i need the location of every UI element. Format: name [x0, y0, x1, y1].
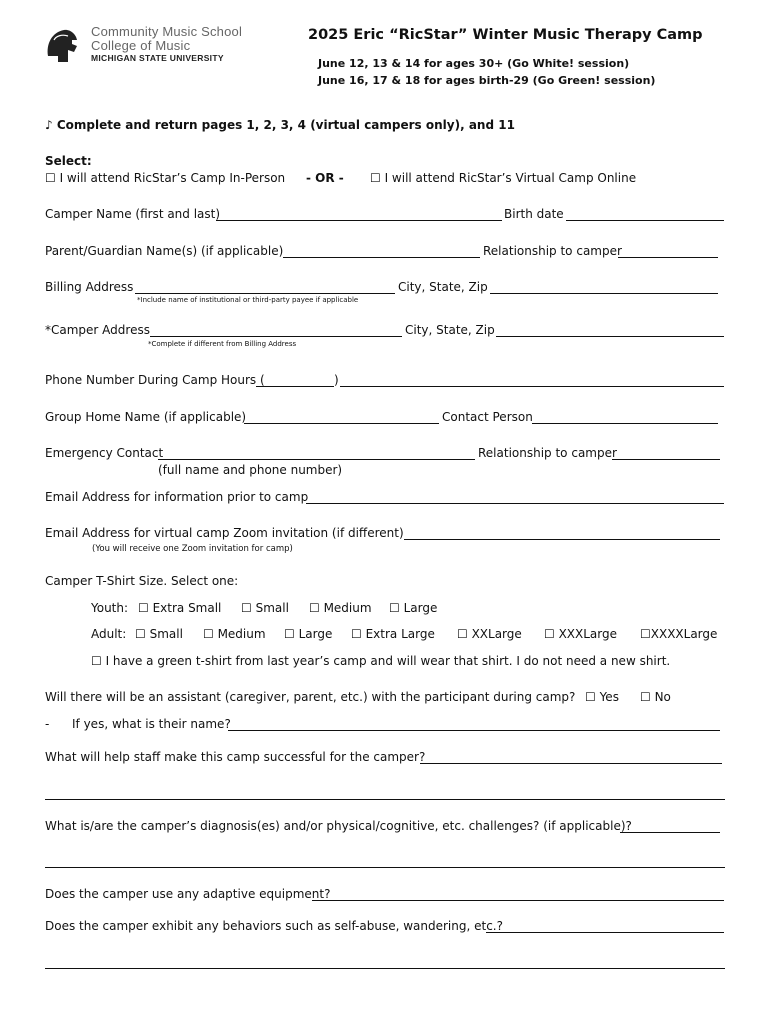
select-label: Select:: [45, 154, 92, 168]
contact-person-label: Contact Person: [442, 410, 533, 424]
assistant-name-dash: -: [45, 717, 50, 731]
emergency-note: (full name and phone number): [158, 463, 343, 477]
behaviors-field-line-1[interactable]: [486, 920, 724, 933]
assistant-name-label: If yes, what is their name?: [72, 717, 231, 731]
billing-address-field[interactable]: [135, 281, 395, 294]
camper-address-label: *Camper Address: [45, 323, 150, 337]
assistant-no-checkbox[interactable]: ☐ No: [640, 690, 671, 704]
behaviors-question: Does the camper exhibit any behaviors such as self-abuse, wandering, etc.?: [45, 919, 503, 933]
parent-name-label: Parent/Guardian Name(s) (if applicable): [45, 244, 284, 258]
msu-logo: [44, 24, 284, 74]
email-info-label: Email Address for information prior to camp: [45, 490, 309, 504]
helps-field-line-1[interactable]: [420, 751, 722, 764]
phone-area-field[interactable]: [256, 374, 334, 387]
email-zoom-label: Email Address for virtual camp Zoom invitation (if different): [45, 526, 404, 540]
phone-number-field[interactable]: [340, 374, 724, 387]
diagnosis-field-line-1[interactable]: [620, 820, 720, 833]
adult-extra-large-checkbox[interactable]: ☐ Extra Large: [351, 627, 435, 641]
email-zoom-note: (You will receive one Zoom invitation for camp): [92, 544, 293, 554]
youth-extra-small-checkbox[interactable]: ☐ Extra Small: [138, 601, 222, 615]
group-home-label: Group Home Name (if applicable): [45, 410, 247, 424]
adult-xxxlarge-checkbox[interactable]: ☐ XXXLarge: [544, 627, 617, 641]
youth-medium-checkbox[interactable]: ☐ Medium: [309, 601, 372, 615]
adult-xxxxlarge-checkbox[interactable]: ☐XXXXLarge: [640, 627, 718, 641]
logo-line-3: MICHIGAN STATE UNIVERSITY: [91, 53, 224, 63]
billing-city-label: City, State, Zip: [398, 280, 488, 294]
contact-person-field[interactable]: [532, 411, 718, 424]
camper-name-label: Camper Name (first and last): [45, 207, 221, 221]
adaptive-field[interactable]: [312, 888, 724, 901]
assistant-name-field[interactable]: [228, 718, 720, 731]
helps-question: What will help staff make this camp successful for the camper?: [45, 750, 426, 764]
camper-address-field[interactable]: [150, 324, 402, 337]
adult-small-checkbox[interactable]: ☐ Small: [135, 627, 183, 641]
logo-line-1: Community Music School: [91, 24, 243, 39]
or-separator: - OR -: [306, 171, 344, 185]
adult-label: Adult:: [91, 627, 127, 641]
adaptive-question: Does the camper use any adaptive equipment?: [45, 887, 331, 901]
youth-label: Youth:: [91, 601, 129, 615]
page-title: 2025 Eric “RicStar” Winter Music Therapy Camp: [308, 27, 703, 43]
logo-line-2: College of Music: [91, 38, 191, 53]
relationship-field[interactable]: [618, 245, 718, 258]
youth-large-checkbox[interactable]: ☐ Large: [389, 601, 438, 615]
billing-address-label: Billing Address: [45, 280, 134, 294]
adult-large-checkbox[interactable]: ☐ Large: [284, 627, 333, 641]
camper-address-note: *Complete if different from Billing Address: [148, 340, 297, 348]
adult-medium-checkbox[interactable]: ☐ Medium: [203, 627, 266, 641]
instructions: ♪ Complete and return pages 1, 2, 3, 4 (virtual campers only), and 11: [45, 118, 515, 132]
billing-note: *Include name of institutional or third-party payee if applicable: [137, 296, 359, 304]
billing-city-field[interactable]: [490, 281, 718, 294]
session-green: June 16, 17 & 18 for ages birth-29 (Go Green! session): [318, 74, 656, 87]
parent-name-field[interactable]: [283, 245, 480, 258]
emergency-contact-label: Emergency Contact: [45, 446, 164, 460]
in-person-checkbox[interactable]: ☐ I will attend RicStar’s Camp In-Person: [45, 171, 286, 185]
emergency-contact-field[interactable]: [158, 447, 475, 460]
phone-label: Phone Number During Camp Hours (: [45, 373, 265, 387]
spartan-helmet-icon: [44, 26, 80, 64]
relationship-label: Relationship to camper: [483, 244, 622, 258]
green-shirt-checkbox[interactable]: ☐ I have a green t-shirt from last year’s camp and will wear that shirt. I do not need a new shirt.: [91, 654, 671, 668]
emergency-relationship-field[interactable]: [612, 447, 720, 460]
adult-xxlarge-checkbox[interactable]: ☐ XXLarge: [457, 627, 522, 641]
helps-field-line-2[interactable]: [45, 787, 725, 800]
assistant-question: Will there will be an assistant (caregiver, parent, etc.) with the participant during camp?: [45, 690, 576, 704]
birth-date-field[interactable]: [566, 208, 724, 221]
assistant-yes-checkbox[interactable]: ☐ Yes: [585, 690, 619, 704]
group-home-field[interactable]: [244, 411, 439, 424]
diagnosis-question: What is/are the camper’s diagnosis(es) and/or physical/cognitive, etc. challenges? (if applicable)?: [45, 819, 632, 833]
behaviors-field-line-2[interactable]: [45, 956, 725, 969]
birth-date-label: Birth date: [504, 207, 564, 221]
phone-paren: ): [334, 373, 339, 387]
youth-small-checkbox[interactable]: ☐ Small: [241, 601, 289, 615]
email-info-field[interactable]: [306, 491, 724, 504]
emergency-relationship-label: Relationship to camper: [478, 446, 617, 460]
camper-name-field[interactable]: [216, 208, 502, 221]
diagnosis-field-line-2[interactable]: [45, 855, 725, 868]
session-white: June 12, 13 & 14 for ages 30+ (Go White! session): [318, 57, 630, 70]
email-zoom-field[interactable]: [404, 527, 720, 540]
virtual-checkbox[interactable]: ☐ I will attend RicStar’s Virtual Camp Online: [370, 171, 637, 185]
camper-city-label: City, State, Zip: [405, 323, 495, 337]
camper-city-field[interactable]: [496, 324, 724, 337]
tshirt-label: Camper T-Shirt Size. Select one:: [45, 574, 239, 588]
